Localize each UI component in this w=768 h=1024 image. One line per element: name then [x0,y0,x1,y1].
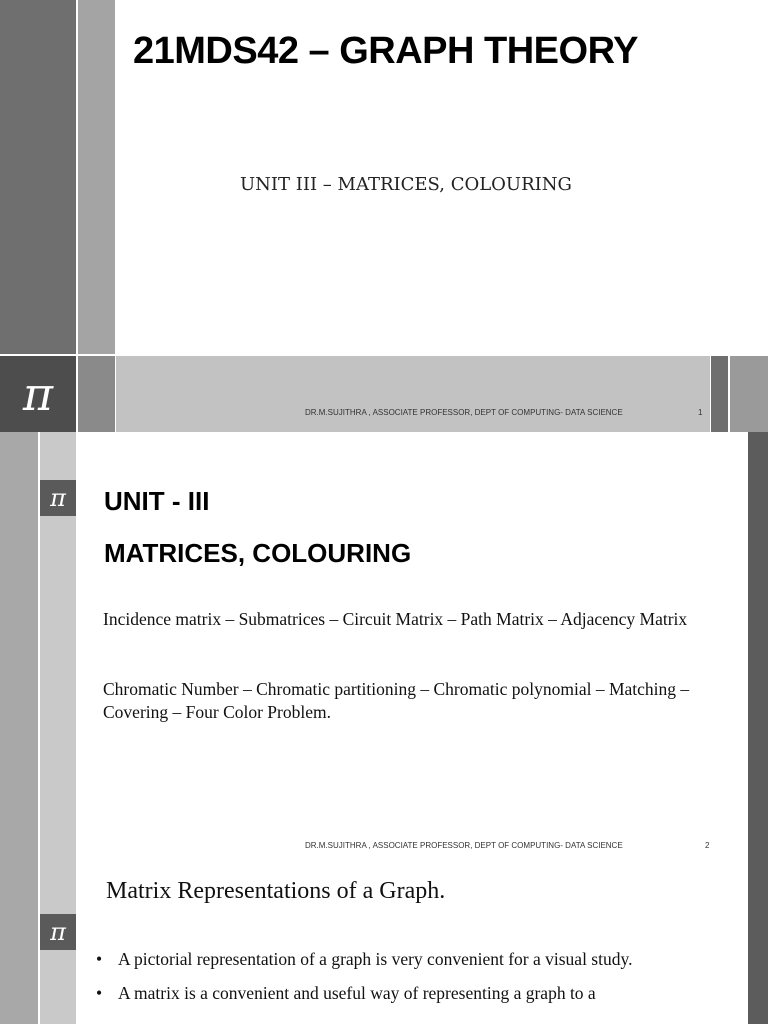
pi-logo-icon: π [40,480,76,516]
right-stripe-dark [748,866,768,1024]
bullet-text: A matrix is a convenient and useful way of representing a graph to a [118,983,596,1003]
footer-band-light [116,356,710,432]
slide-3 [0,866,768,1024]
page-number: 1 [698,408,703,417]
slide-footer: DR.M.SUJITHRA , ASSOCIATE PROFESSOR, DEPT OF COMPUTING- DATA SCIENCE [305,841,623,850]
bullet-item [96,948,736,970]
slide-subtitle: UNIT III – MATRICES, COLOURING [240,174,572,195]
bullet-icon: • [96,983,103,1003]
page-number: 2 [705,841,710,850]
syllabus-paragraph-colouring: Chromatic Number – Chromatic partitioning – Chromatic polynomial – Matching –Covering – Four Color Problem. [103,679,690,722]
bullet-item [96,982,736,1004]
left-stripe-light [78,0,115,354]
pi-logo-icon: π [22,367,54,421]
slide-heading: Matrix Representations of a Graph. [106,878,446,904]
footer-band-mid [78,356,115,432]
slide-1 [0,0,768,432]
left-stripe-dark [0,0,76,354]
left-stripe-light [0,866,38,1024]
footer-band-right-light [730,356,768,432]
left-stripe-light [0,432,38,866]
bullet-text: A pictorial representation of a graph is very convenient for a visual study. [118,949,633,969]
footer-band-right-dark [711,356,728,432]
unit-heading: UNIT - III [104,486,210,516]
right-stripe-dark [748,432,768,866]
slide-footer: DR.M.SUJITHRA , ASSOCIATE PROFESSOR, DEPT OF COMPUTING- DATA SCIENCE [305,408,623,417]
syllabus-paragraph-matrices: Incidence matrix – Submatrices – Circuit Matrix – Path Matrix – Adjacency Matrix [103,609,688,629]
slide-2 [0,432,768,866]
pi-logo-icon: π [40,914,76,950]
topic-heading: MATRICES, COLOURING [104,538,412,568]
bullet-icon: • [96,949,103,969]
slide-title: 21MDS42 – GRAPH THEORY [133,30,638,72]
